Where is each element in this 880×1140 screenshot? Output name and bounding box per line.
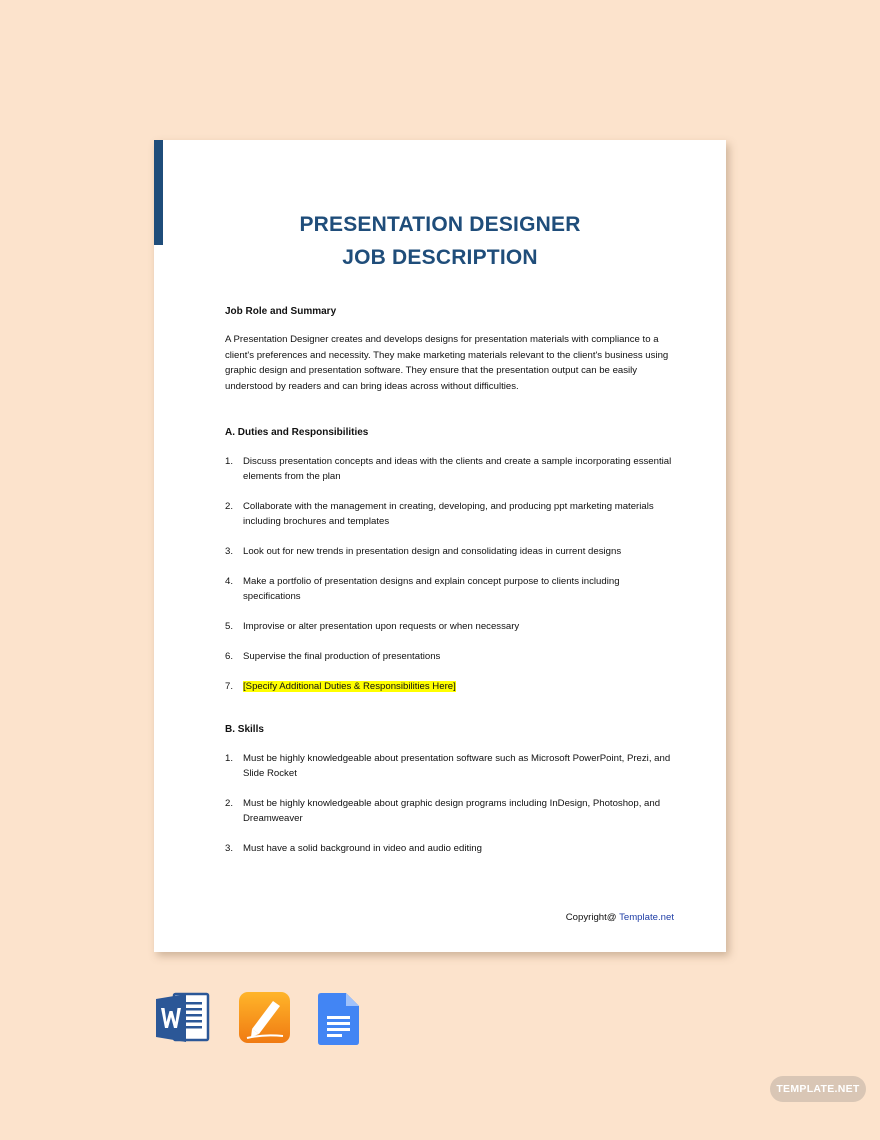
title-line-1: PRESENTATION DESIGNER [299,213,581,236]
document-title [154,208,726,274]
watermark-badge: TEMPLATE.NET [770,1076,866,1102]
copyright-line [566,912,674,923]
list-number: 6. [225,651,234,662]
list-number: 2. [225,501,234,512]
list-text: Collaborate with the management in creating, developing, and producing ppt marketing materials including brochures and templates [243,501,654,527]
list-item [225,619,674,634]
list-item [225,574,674,604]
list-text: Must be highly knowledgeable about graphic design programs including InDesign, Photoshop, and Dreamweaver [243,798,661,824]
list-item [225,649,674,664]
list-item [225,544,674,559]
list-item [225,679,674,694]
list-text: Must be highly knowledgeable about presentation software such as Microsoft PowerPoint, Prezi, and Slide Rocket [243,753,671,779]
document-page [154,140,726,952]
list-text: Must have a solid background in video and audio editing [243,843,482,854]
summary-heading: Job Role and Summary [225,306,337,317]
list-number: 1. [225,456,234,467]
list-item [225,751,674,781]
pages-icon[interactable] [239,992,291,1049]
list-number: 5. [225,621,234,632]
skills-list [225,751,674,856]
document-content [225,306,674,856]
list-text: Discuss presentation concepts and ideas with the clients and create a sample incorporating essential elements from the plan [243,456,672,482]
list-text: Improvise or alter presentation upon requests or when necessary [243,621,520,632]
list-number: 7. [225,681,234,692]
skills-heading: B. Skills [225,724,264,735]
list-number: 1. [225,753,234,764]
list-item [225,499,674,529]
copyright-label: Copyright@ [565,912,617,923]
list-item [225,454,674,484]
duties-heading: A. Duties and Responsibilities [225,427,369,438]
list-number: 4. [225,576,234,587]
copyright-link[interactable]: Template.net [619,912,674,923]
list-text: Supervise the final production of presentations [243,651,441,662]
highlighted-placeholder: [Specify Additional Duties & Responsibilities Here] [243,681,456,692]
title-line-2: JOB DESCRIPTION [342,246,538,269]
google-docs-icon[interactable] [318,992,360,1051]
word-icon[interactable] [156,992,210,1049]
list-item [225,796,674,826]
list-number: 3. [225,546,234,557]
list-number: 2. [225,798,234,809]
list-text: Make a portfolio of presentation designs and explain concept purpose to clients including specifications [243,576,620,602]
duties-list [225,454,674,694]
list-number: 3. [225,843,234,854]
summary-paragraph: A Presentation Designer creates and develops designs for presentation materials with compliance to a client's preferences and necessity. They make marketing materials relevant to the client's business using graphic design and presentation software. They ensure that the presentation output can be easily understood by readers and can bring ideas across without difficulties. [225,334,669,392]
list-item [225,841,674,856]
list-text: Look out for new trends in presentation design and consolidating ideas in current designs [243,546,622,557]
